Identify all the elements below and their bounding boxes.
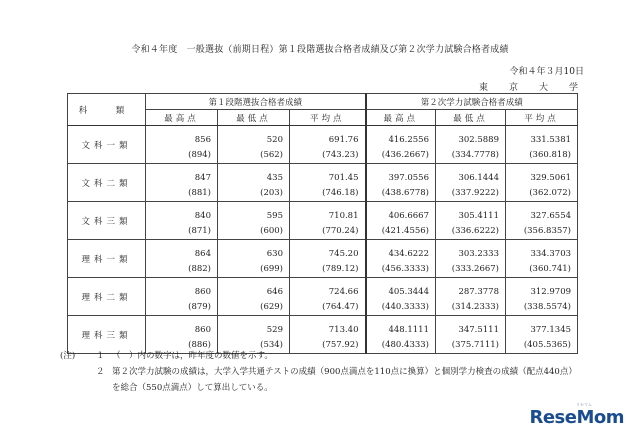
resemom-logo: ReseMom (529, 407, 624, 428)
previous-score-cell: (356.8357) (506, 222, 578, 240)
results-table (67, 93, 578, 354)
previous-score-cell: (338.5574) (506, 298, 578, 316)
previous-score-cell: (421.4556) (366, 222, 436, 240)
previous-score-cell: (534) (218, 336, 290, 354)
watermark-sub: リセマム (576, 402, 592, 407)
table-row (68, 240, 578, 261)
issue-date: 令和４年３月10日 (509, 67, 584, 77)
score-cell: 856 (146, 126, 218, 147)
category-cell: 理科一類 (68, 240, 146, 278)
score-cell: 860 (146, 278, 218, 299)
previous-score-cell: (789.12) (290, 260, 366, 278)
previous-score-cell: (334.7778) (436, 146, 506, 164)
score-cell: 691.76 (290, 126, 366, 147)
previous-score-cell: (886) (146, 336, 218, 354)
previous-score-cell: (764.47) (290, 298, 366, 316)
score-cell: 864 (146, 240, 218, 261)
previous-score-cell: (203) (218, 184, 290, 202)
previous-score-cell: (337.9222) (436, 184, 506, 202)
table-row (68, 316, 578, 337)
score-cell: 710.81 (290, 202, 366, 223)
score-cell: 630 (218, 240, 290, 261)
score-cell: 305.4111 (436, 202, 506, 223)
previous-score-cell: (894) (146, 146, 218, 164)
score-cell: 327.6554 (506, 202, 578, 223)
previous-score-cell: (480.4333) (366, 336, 436, 354)
note-index: １ (96, 351, 105, 361)
table-row (68, 278, 578, 299)
score-cell: 347.5111 (436, 316, 506, 337)
category-cell: 文科二類 (68, 164, 146, 202)
score-cell: 406.6667 (366, 202, 436, 223)
score-cell: 377.1345 (506, 316, 578, 337)
score-cell: 397.0556 (366, 164, 436, 185)
previous-score-cell: (881) (146, 184, 218, 202)
previous-score-cell: (699) (218, 260, 290, 278)
table-row (68, 164, 578, 185)
score-cell: 302.5889 (436, 126, 506, 147)
score-cell: 405.3444 (366, 278, 436, 299)
previous-score-cell: (743.23) (290, 146, 366, 164)
stage2-header: 第２次学力試験合格者成績 (366, 94, 578, 110)
previous-score-cell: (770.24) (290, 222, 366, 240)
previous-score-cell: (436.2667) (366, 146, 436, 164)
previous-score-cell: (871) (146, 222, 218, 240)
score-cell: 435 (218, 164, 290, 185)
col-label: 最低点 (436, 110, 506, 126)
score-cell: 287.3778 (436, 278, 506, 299)
col-label: 最高点 (366, 110, 436, 126)
category-cell: 理科二類 (68, 278, 146, 316)
score-cell: 701.45 (290, 164, 366, 185)
previous-score-cell: (757.92) (290, 336, 366, 354)
note-text: （ ）内の数字は，昨年度の数値を示す。 (112, 351, 273, 361)
previous-score-cell: (456.3333) (366, 260, 436, 278)
previous-score-cell: (440.3333) (366, 298, 436, 316)
previous-score-cell: (438.6778) (366, 184, 436, 202)
previous-score-cell: (405.5365) (506, 336, 578, 354)
notes-label: (注) (60, 351, 76, 361)
organization-name: 東 京 大 学 (478, 83, 584, 93)
score-cell: 847 (146, 164, 218, 185)
previous-score-cell: (600) (218, 222, 290, 240)
score-cell: 334.3703 (506, 240, 578, 261)
note-item (60, 348, 580, 364)
table-row (68, 202, 578, 223)
score-cell: 306.1444 (436, 164, 506, 185)
col-label: 平均点 (290, 110, 366, 126)
note-text: 第２次学力試験の成績は，大学入学共通テストの成績（900点満点を110点に換算）と個別学力検査の成績（配点440点）を総合（550点満点）して算出している。 (112, 367, 577, 393)
note-index: ２ (96, 367, 105, 377)
previous-score-cell: (336.6222) (436, 222, 506, 240)
notes (60, 348, 580, 396)
category-cell: 文科一類 (68, 126, 146, 164)
previous-score-cell: (314.2333) (436, 298, 506, 316)
document-title: 令和４年度 一般選抜（前期日程）第１段階選抜合格者成績及び第２次学力試験合格者成績 (131, 45, 509, 55)
previous-score-cell: (333.2667) (436, 260, 506, 278)
score-cell: 329.5061 (506, 164, 578, 185)
col-label: 最低点 (218, 110, 290, 126)
score-cell: 331.5381 (506, 126, 578, 147)
table-row (68, 126, 578, 147)
col-label: 最高点 (146, 110, 218, 126)
category-header: 科 類 (68, 94, 146, 126)
previous-score-cell: (362.072) (506, 184, 578, 202)
score-cell: 434.6222 (366, 240, 436, 261)
table-body (68, 126, 578, 354)
category-cell: 理科三類 (68, 316, 146, 354)
score-cell: 646 (218, 278, 290, 299)
score-cell: 520 (218, 126, 290, 147)
previous-score-cell: (879) (146, 298, 218, 316)
previous-score-cell: (882) (146, 260, 218, 278)
score-cell: 312.9709 (506, 278, 578, 299)
score-cell: 529 (218, 316, 290, 337)
score-cell: 745.20 (290, 240, 366, 261)
score-cell: 448.1111 (366, 316, 436, 337)
score-cell: 840 (146, 202, 218, 223)
previous-score-cell: (375.7111) (436, 336, 506, 354)
previous-score-cell: (360.818) (506, 146, 578, 164)
score-cell: 724.66 (290, 278, 366, 299)
score-cell: 860 (146, 316, 218, 337)
previous-score-cell: (360.741) (506, 260, 578, 278)
score-cell: 595 (218, 202, 290, 223)
score-cell: 713.40 (290, 316, 366, 337)
stage1-header: 第１段階選抜合格者成績 (146, 94, 366, 110)
category-cell: 文科三類 (68, 202, 146, 240)
note-item (60, 364, 580, 396)
score-cell: 416.2556 (366, 126, 436, 147)
col-label: 平均点 (506, 110, 578, 126)
previous-score-cell: (746.18) (290, 184, 366, 202)
score-cell: 303.2333 (436, 240, 506, 261)
previous-score-cell: (629) (218, 298, 290, 316)
previous-score-cell: (562) (218, 146, 290, 164)
